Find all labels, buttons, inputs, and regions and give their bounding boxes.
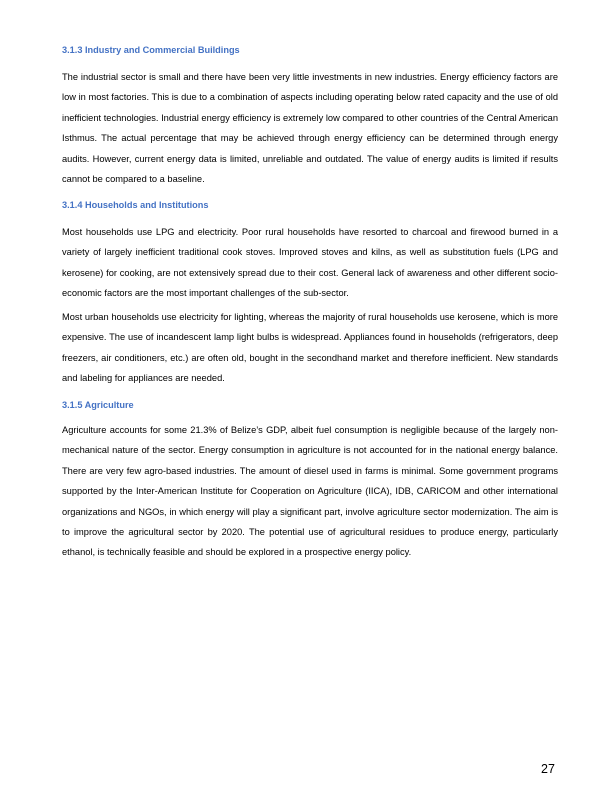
paragraph-households-2: Most urban households use electricity for lighting, whereas the majority of rural households use kerosene, which is more expensive. The use of incandescent lamp light bulbs is widespread. Appliances found in households (refrigerators, deep freezers, air conditioners, etc.) are often old, bought in the secondhand market and therefore inefficient. New standards and labeling for appliances are needed.	[62, 312, 558, 384]
paragraph-industry: The industrial sector is small and there have been very little investments in new industries. Energy efficiency factors are low in most factories. This is due to a combination of aspects including operating below rated capacity and the use of old inefficient technologies. Industrial energy efficiency is extremely low compared to other countries of the Central American Isthmus. The actual percentage that may be achieved through energy efficiency can be determined through energy audits. However, current energy data is limited, unreliable and outdated. The value of energy audits is limited if results cannot be compared to a baseline.	[62, 72, 558, 185]
page-number: 27	[541, 762, 555, 776]
paragraph-agriculture: Agriculture accounts for some 21.3% of Belize’s GDP, albeit fuel consumption is negligible because of the largely non-mechanical nature of the sector. Energy consumption in agriculture is not accounted for in the national energy balance. There are very few agro-based industries. The amount of diesel used in farms is minimal. Some government programs supported by the Inter-American Institute for Cooperation on Agriculture (IICA), IDB, CARICOM and other international organizations and NGOs, in which energy will play a significant part, involve agriculture sector modernization. The aim is to improve the agricultural sector by 2020. The potential use of agricultural residues to produce energy, particularly ethanol, is technically feasible and should be explored in a prospective energy policy.	[62, 425, 558, 558]
paragraph-households-1: Most households use LPG and electricity. Poor rural households have resorted to charcoal and firewood burned in a variety of largely inefficient traditional cook stoves. Improved stoves and kilns, as well as substitution fuels (LPG and kerosene) for cooking, are not extensively spread due to their cost. General lack of awareness and other different socio-economic factors are the most important challenges of the sub-sector.	[62, 227, 558, 299]
section-heading-agriculture: 3.1.5 Agriculture	[62, 400, 134, 410]
section-heading-industry: 3.1.3 Industry and Commercial Buildings	[62, 45, 240, 55]
section-heading-households: 3.1.4 Households and Institutions	[62, 200, 209, 210]
